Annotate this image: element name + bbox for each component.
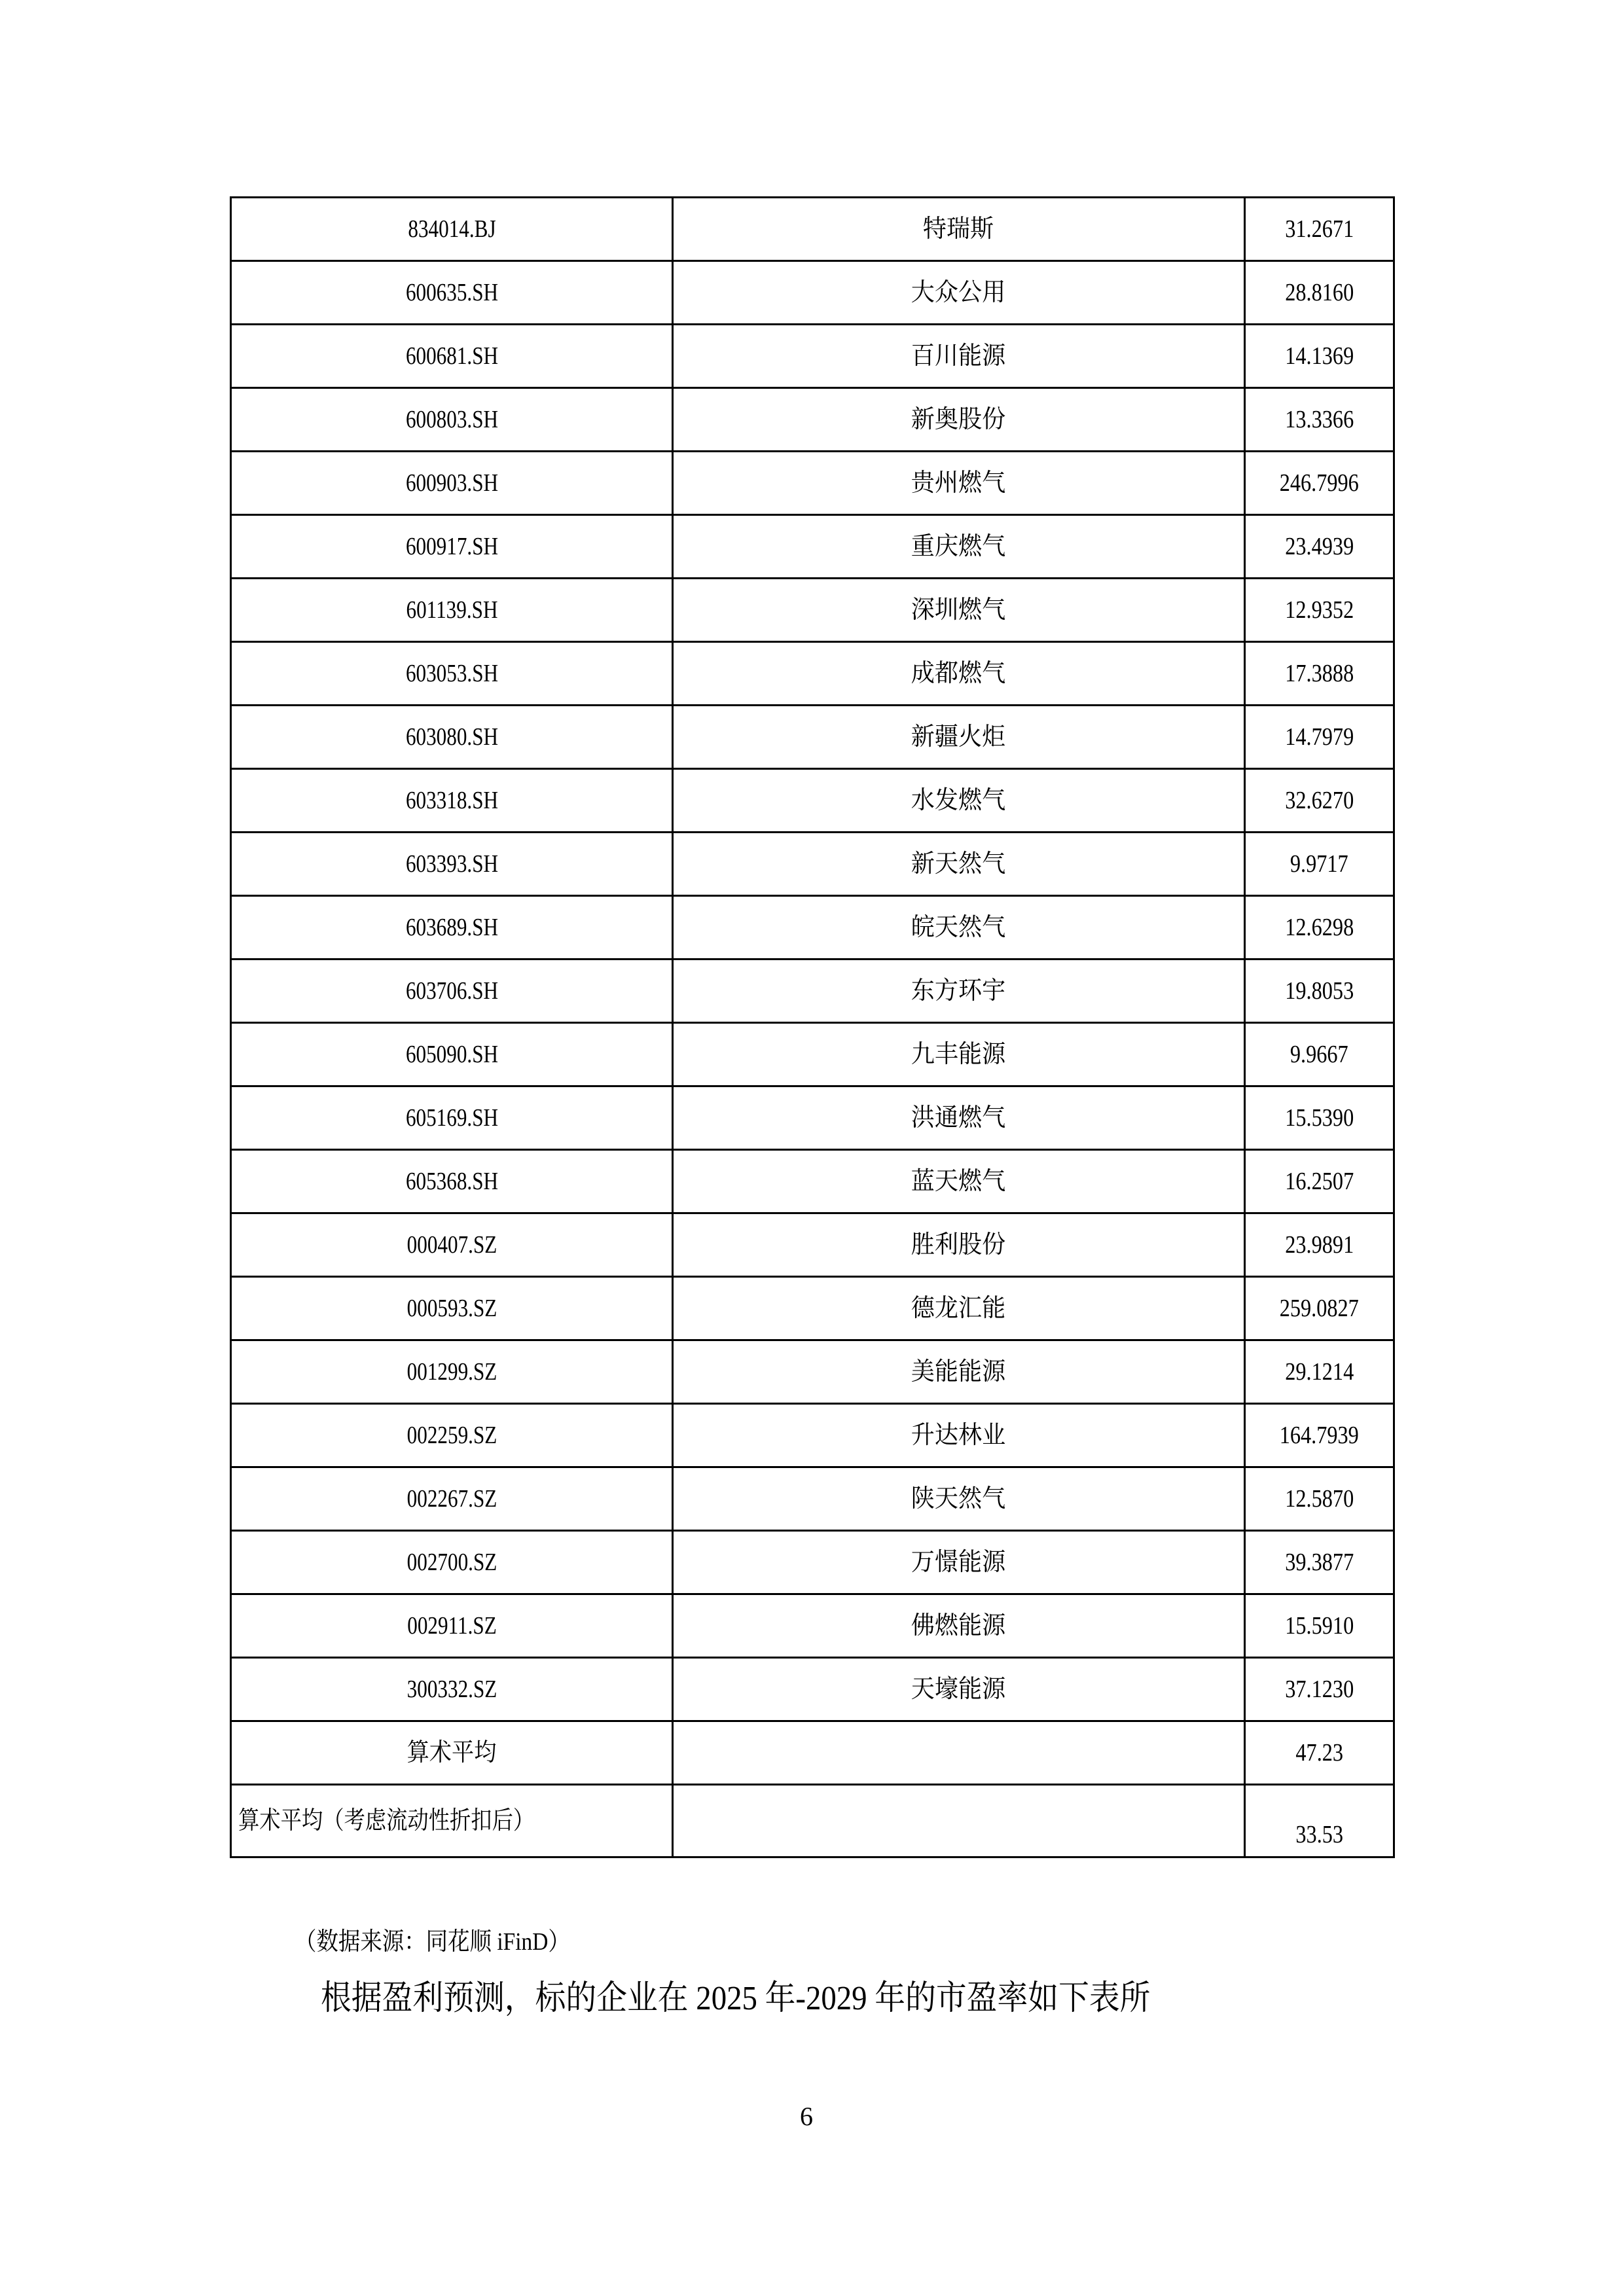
stock-code: 600803.SH <box>405 406 498 433</box>
table-row <box>231 452 1394 515</box>
table-row <box>231 579 1394 642</box>
pe-ratio: 15.5390 <box>1285 1104 1354 1132</box>
pe-ratio: 15.5910 <box>1285 1612 1354 1640</box>
adjusted-average-row <box>231 1785 1394 1857</box>
table-row <box>231 1340 1394 1404</box>
average-value: 47.23 <box>1295 1739 1343 1767</box>
company-name: 佛燃能源 <box>911 1612 1006 1640</box>
stock-code: 002267.SZ <box>406 1485 497 1513</box>
pe-ratio: 12.5870 <box>1285 1485 1354 1513</box>
average-label: 算术平均 <box>406 1739 497 1767</box>
empty-cell <box>673 1721 1245 1785</box>
company-name: 东方环宇 <box>911 977 1006 1005</box>
stock-code: 600635.SH <box>405 279 498 306</box>
stock-code: 603706.SH <box>405 977 498 1005</box>
company-name: 百川能源 <box>911 342 1006 370</box>
pe-ratio: 14.7979 <box>1285 723 1354 751</box>
pe-ratio: 246.7996 <box>1279 469 1360 497</box>
pe-ratio: 32.6270 <box>1285 787 1354 814</box>
table-row <box>231 1467 1394 1531</box>
company-name: 新疆火炬 <box>911 723 1006 751</box>
company-name: 天壕能源 <box>911 1676 1006 1703</box>
average-row <box>231 1721 1394 1785</box>
company-name: 陕天然气 <box>911 1485 1006 1513</box>
stock-code: 300332.SZ <box>406 1676 497 1703</box>
pe-ratio: 39.3877 <box>1285 1549 1354 1576</box>
stock-code: 834014.BJ <box>407 215 496 243</box>
pe-ratio: 12.9352 <box>1285 596 1354 624</box>
company-name: 蓝天燃气 <box>911 1168 1006 1195</box>
pe-ratio: 23.4939 <box>1285 533 1354 560</box>
table-row <box>231 388 1394 452</box>
stock-code: 600917.SH <box>405 533 498 560</box>
company-name: 深圳燃气 <box>911 596 1006 624</box>
stock-code: 605090.SH <box>405 1041 498 1068</box>
table-row <box>231 896 1394 960</box>
table-row <box>231 1086 1394 1150</box>
stock-code: 603318.SH <box>405 787 498 814</box>
company-name: 成都燃气 <box>911 660 1006 687</box>
company-name: 特瑞斯 <box>923 215 994 243</box>
company-name: 贵州燃气 <box>911 469 1006 497</box>
stock-code: 603393.SH <box>405 850 498 878</box>
company-name: 升达林业 <box>911 1422 1006 1449</box>
pe-ratio: 37.1230 <box>1285 1676 1354 1703</box>
pe-ratio: 16.2507 <box>1285 1168 1354 1195</box>
pe-ratio: 9.9717 <box>1290 850 1348 878</box>
pe-ratio: 23.9891 <box>1285 1231 1354 1259</box>
company-name: 万憬能源 <box>911 1549 1006 1576</box>
table-row <box>231 1277 1394 1340</box>
stock-code: 600681.SH <box>405 342 498 370</box>
table-row <box>231 706 1394 769</box>
stock-code: 603080.SH <box>405 723 498 751</box>
company-name: 重庆燃气 <box>911 533 1006 560</box>
pe-ratio: 9.9667 <box>1290 1041 1348 1068</box>
pe-ratio: 19.8053 <box>1285 977 1354 1005</box>
table-row <box>231 1594 1394 1658</box>
pe-ratio: 13.3366 <box>1285 406 1354 433</box>
pe-ratio: 14.1369 <box>1285 342 1354 370</box>
pe-ratio: 29.1214 <box>1285 1358 1354 1386</box>
comparable-pe-table <box>230 196 1395 1858</box>
table-row <box>231 1404 1394 1467</box>
table-row <box>231 833 1394 896</box>
table-row <box>231 1213 1394 1277</box>
adjusted-average-value: 33.53 <box>1295 1821 1343 1848</box>
stock-code: 605368.SH <box>405 1168 498 1195</box>
company-name: 德龙汇能 <box>911 1295 1006 1322</box>
pe-ratio: 17.3888 <box>1285 660 1354 687</box>
page-number: 6 <box>800 2102 813 2131</box>
stock-code: 002911.SZ <box>406 1612 497 1640</box>
pe-ratio: 28.8160 <box>1285 279 1354 306</box>
stock-code: 603689.SH <box>405 914 498 941</box>
stock-code: 002259.SZ <box>406 1422 497 1449</box>
table-row <box>231 1658 1394 1721</box>
company-name: 新奥股份 <box>911 406 1006 433</box>
company-name: 胜利股份 <box>911 1231 1006 1259</box>
company-name: 洪通燃气 <box>911 1104 1006 1132</box>
stock-code: 605169.SH <box>405 1104 498 1132</box>
stock-code: 002700.SZ <box>406 1549 497 1576</box>
stock-code: 000407.SZ <box>406 1231 497 1259</box>
stock-code: 600903.SH <box>405 469 498 497</box>
table-row <box>231 261 1394 325</box>
company-name: 皖天然气 <box>911 914 1006 941</box>
empty-cell <box>673 1785 1245 1857</box>
table-row <box>231 1531 1394 1594</box>
pe-ratio: 164.7939 <box>1279 1422 1360 1449</box>
stock-code: 000593.SZ <box>406 1295 497 1322</box>
company-name: 水发燃气 <box>911 787 1006 814</box>
body-paragraph: 根据盈利预测，标的企业在 2025 年-2029 年的市盈率如下表所 <box>321 1980 1151 2017</box>
table-row <box>231 198 1394 261</box>
table-row <box>231 1150 1394 1213</box>
company-name: 美能能源 <box>911 1358 1006 1386</box>
table-row <box>231 769 1394 833</box>
adjusted-average-label: 算术平均（考虑流动性折扣后） <box>238 1807 535 1835</box>
stock-code: 603053.SH <box>405 660 498 687</box>
table-row <box>231 1023 1394 1086</box>
pe-ratio: 259.0827 <box>1279 1295 1360 1322</box>
stock-code: 601139.SH <box>406 596 497 624</box>
stock-code: 001299.SZ <box>406 1358 497 1386</box>
table-row <box>231 960 1394 1023</box>
data-source-note: （数据来源：同花顺 iFinD） <box>295 1928 570 1956</box>
pe-ratio: 31.2671 <box>1285 215 1354 243</box>
company-name: 新天然气 <box>911 850 1006 878</box>
table-row <box>231 325 1394 388</box>
table-row <box>231 642 1394 706</box>
table-row <box>231 515 1394 579</box>
pe-ratio: 12.6298 <box>1285 914 1354 941</box>
company-name: 九丰能源 <box>911 1041 1006 1068</box>
company-name: 大众公用 <box>911 279 1006 306</box>
